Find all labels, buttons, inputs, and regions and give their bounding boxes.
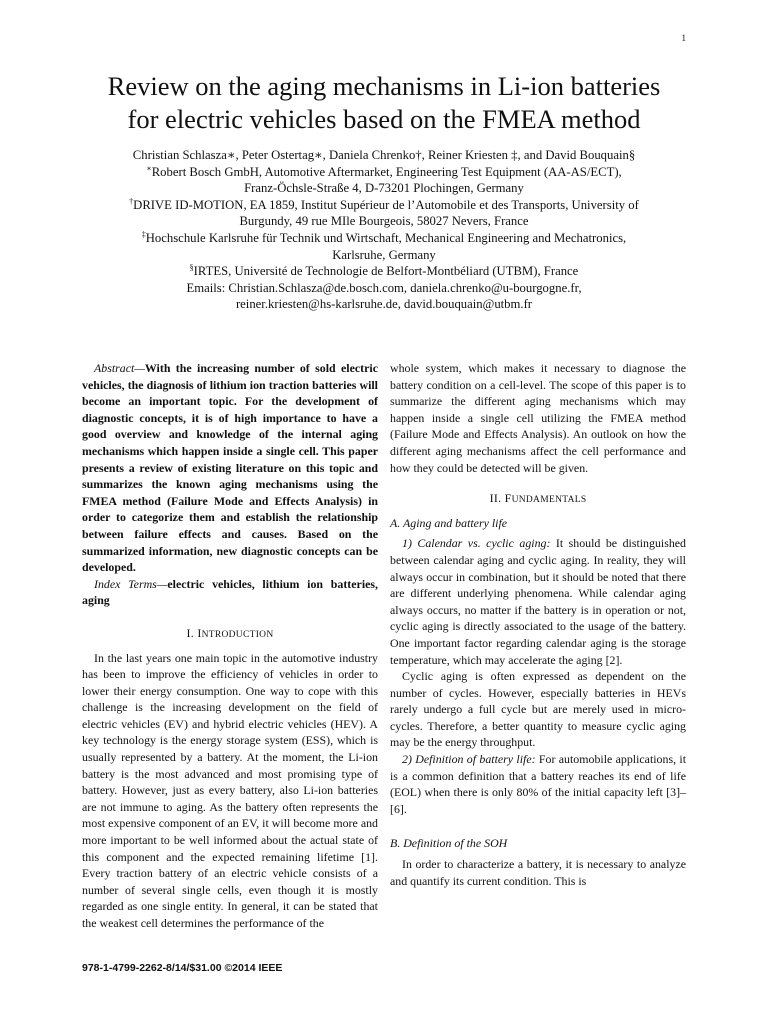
emails-line-1: Emails: Christian.Schlasza@de.bosch.com, daniela.chrenko@u-bourgogne.fr, <box>186 280 582 295</box>
paragraph-calendar-cyclic: 1) Calendar vs. cyclic aging: It should be distinguished between calendar aging and cyclic aging. In reality, they will always occur in combination, but it should be noted that there are different underlying phenomena. While calendar aging always occurs, no matter if the battery is in operation or not, cyclic aging is directly associated to the usage of the battery. One important factor regarding calendar aging is the storage temperature, which may accelerate the aging [2]. <box>390 536 686 667</box>
index-terms: Index Terms—electric vehicles, lithium ion batteries, aging <box>82 576 378 608</box>
introduction-paragraph: In the last years one main topic in the automotive industry has been to improve the efficiency of vehicles in order to lower their energy consumption. One way to cope with this challenge is the increasing development on the field of electric vehicles (EV) and hybrid electric vehicles (HEV). A key technology is the energy storage system (ESS), which is usually represented by a battery. At the moment, the Li-ion battery is the most advanced and most promising type of battery. However, just as every battery, also Li-ion batteries are not immune to aging. As the battery often represents the most expensive component of an EV, it will become more and more important to be well informed about the actual state of this component and the expected remaining lifetime [1]. Every traction battery of an electric vehicle consists of a number of several single cells, even though it is mostly regarded as one single entity. In general, it can be stated that the weakest cell determines the performance of the <box>82 650 378 930</box>
emails-line-2: reiner.kriesten@hs-karlsruhe.de, david.bouquain@utbm.fr <box>235 297 533 312</box>
affiliation-2: †DRIVE ID-MOTION, EA 1859, Institut Supérieur de l’Automobile et des Transports, University of <box>129 196 639 212</box>
title-line-2: for electric vehicles based on the FMEA method <box>127 104 641 134</box>
affiliation-1: ∗Robert Bosch GmbH, Automotive Aftermarket, Engineering Test Equipment (AA-AS/ECT), <box>146 163 622 179</box>
copyright-footer: 978-1-4799-2262-8/14/$31.00 ©2014 IEEE <box>82 962 283 974</box>
affiliation-2-address: Burgundy, 49 rue MIle Bourgeois, 58027 Nevers, France <box>239 214 529 229</box>
affiliation-4: §IRTES, Université de Technologie de Belfort-Montbéliard (UTBM), France <box>189 263 579 279</box>
paragraph-cyclic-aging: Cyclic aging is often expressed as dependent on the number of cycles. However, especially batteries in HEVs rarely undergo a full cycle but are merely used in micro-cycles. Therefore, a better quantity to measure cyclic aging may be the energy throughput. <box>390 669 686 750</box>
affiliation-3-address: Karlsruhe, Germany <box>332 247 436 262</box>
affiliation-1-address: Franz-Öchsle-Straße 4, D-73201 Plochingen, Germany <box>244 181 524 196</box>
section-heading-introduction: I. INTRODUCTION <box>186 625 274 640</box>
page-number: 1 <box>681 33 686 43</box>
right-column <box>390 360 686 889</box>
section-heading-fundamentals: II. FUNDAMENTALS <box>489 491 587 506</box>
left-column <box>82 360 378 932</box>
introduction-paragraph-continued: whole system, which makes it necessary to diagnose the battery condition on a cell-level. The scope of this paper is to summarize the different aging mechanisms which may happen inside a single cell utilizing the FMEA method (Failure Mode and Effects Analysis). An outlook on how the different aging mechanisms affect the cell performance and how they could be detected will be given. <box>390 361 686 475</box>
abstract: Abstract—With the increasing number of sold electric vehicles, the diagnosis of lithium ion traction batteries will become an important topic. For the development of diagnostic concepts, it is of high importance to have a good overview and knowledge of the internal aging mechanisms which happen inside a single cell. This paper presents a review of existing literature on this topic and summarizes the known aging mechanisms using the FMEA method (Failure Mode and Effects Analysis) in order to categorize them and establish the relationship between failure effects and causes. Based on the summarized information, new diagnostic concepts can be developed. <box>82 361 378 575</box>
author-block <box>40 147 728 313</box>
affiliation-3: ‡Hochschule Karlsruhe für Technik und Wirtschaft, Mechanical Engineering and Mechatronics, <box>141 229 627 245</box>
author-names: Christian Schlasza∗, Peter Ostertag∗, Daniela Chrenko†, Reiner Kriesten ‡, and David Bouquain§ <box>132 148 636 162</box>
title-line-1: Review on the aging mechanisms in Li-ion batteries <box>107 71 661 101</box>
subsection-aging-battery-life: A. Aging and battery life <box>390 515 508 530</box>
paragraph-soh: In order to characterize a battery, it is necessary to analyze and quantify its current condition. This is <box>390 857 686 888</box>
paragraph-battery-life: 2) Definition of battery life: For automobile applications, it is a common definition that a battery reaches its end of life (EOL) when there is only 80% of the initial capacity left [3]–[6]. <box>390 752 686 816</box>
paper-title <box>40 70 728 136</box>
subsection-definition-soh: B. Definition of the SOH <box>390 836 508 851</box>
